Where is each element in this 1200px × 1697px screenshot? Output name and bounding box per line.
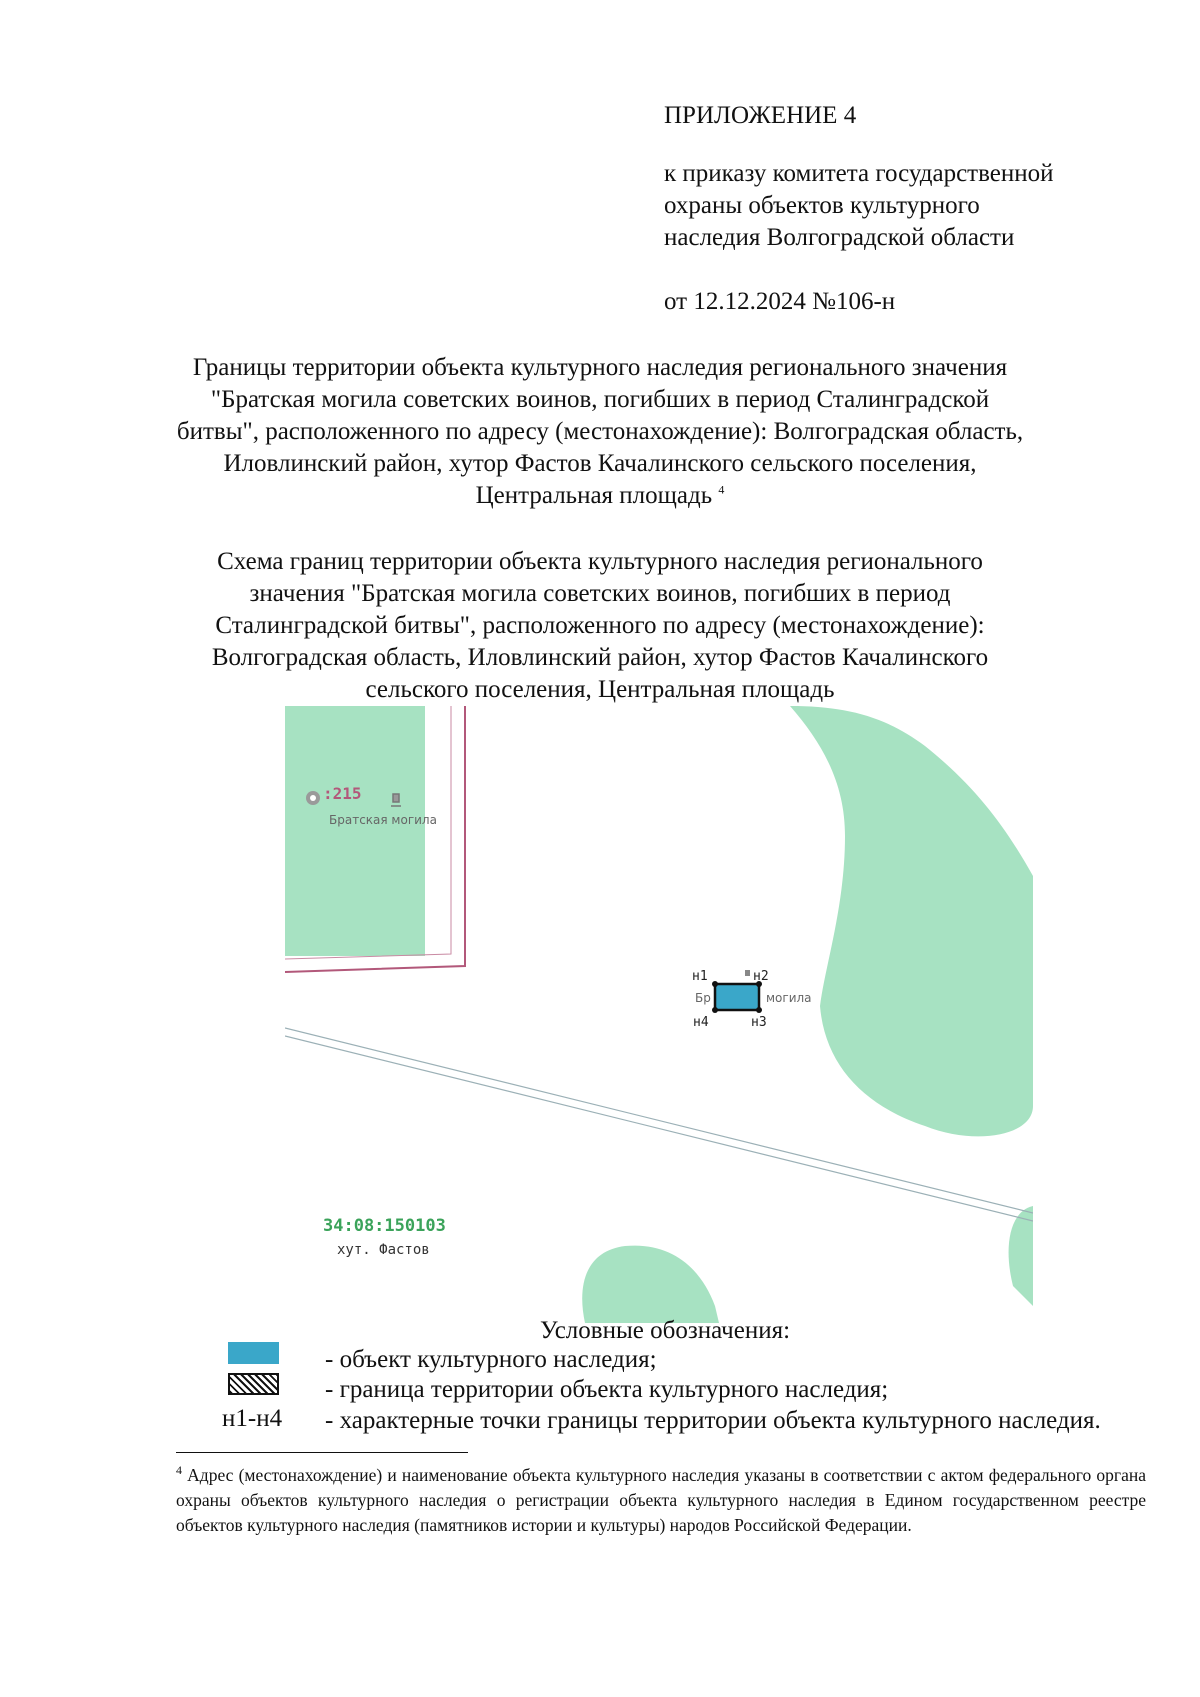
legend-swatch-object — [228, 1342, 279, 1364]
title-line: "Братская могила советских воинов, погибших в период Сталинградской — [210, 386, 990, 413]
order-date-number: от 12.12.2024 №106-н — [664, 288, 896, 315]
footnote-divider — [176, 1452, 468, 1453]
legend-title: Условные обозначения: — [540, 1317, 791, 1344]
boundary-map — [285, 706, 1033, 1323]
poi-label-object-right: могила — [766, 991, 812, 1005]
poi-label-object-left: Бр — [695, 991, 711, 1005]
scheme-caption — [160, 546, 1040, 706]
heritage-object — [715, 984, 759, 1010]
legend-item-points: - характерные точки границы территории объекта культурного наследия. — [325, 1407, 1101, 1434]
cadastral-quarter: 34:08:150103 — [323, 1216, 446, 1236]
label-n4: н4 — [693, 1015, 709, 1030]
label-n3: н3 — [751, 1015, 767, 1030]
boundary-point-n4 — [712, 1007, 718, 1013]
order-ref-line1: к приказу комитета государственной — [664, 160, 1054, 187]
title-line: Иловлинский район, хутор Фастов Качалинского сельского поселения, — [223, 450, 977, 477]
boundary-point-n3 — [756, 1007, 762, 1013]
label-n2: н2 — [753, 969, 769, 984]
order-ref-line3: наследия Волгоградской области — [664, 224, 1015, 251]
scheme-line: Схема границ территории объекта культурного наследия регионального — [217, 548, 983, 575]
appendix-label: ПРИЛОЖЕНИЕ 4 — [664, 102, 857, 129]
scheme-line: Волгоградская область, Иловлинский район, хутор Фастов Качалинского — [211, 644, 989, 671]
order-ref-line2: охраны объектов культурного — [664, 192, 980, 219]
settlement-label: хут. Фастов — [337, 1242, 430, 1258]
parcel-number: :215 — [323, 784, 362, 803]
scheme-line: сельского поселения, Центральная площадь — [365, 676, 835, 703]
legend-item-boundary: - граница территории объекта культурного наследия; — [325, 1376, 889, 1403]
legend-item-object: - объект культурного наследия; — [325, 1346, 657, 1373]
label-n1: н1 — [692, 969, 708, 984]
title-line: Границы территории объекта культурного наследия регионального значения — [192, 354, 1008, 381]
green-area-southeast — [1009, 1206, 1033, 1306]
footnote-mark: 4 — [176, 1463, 182, 1478]
title-line — [160, 480, 1040, 512]
scheme-line: значения "Братская могила советских воинов, погибших в период — [249, 580, 951, 607]
footnote — [176, 1463, 1146, 1538]
legend-swatch-boundary — [228, 1373, 279, 1395]
footnote-ref: 4 — [718, 482, 725, 497]
green-area-parcel — [285, 706, 425, 956]
green-area-south — [582, 1246, 719, 1323]
grave-icon-object — [745, 970, 750, 976]
green-area-east — [790, 706, 1033, 1136]
footnote-text: Адрес (местонахождение) и наименование объекта культурного наследия указаны в соответствии с актом федерального органа охраны объектов культурного наследия о регистрации объекта культурного наследия в Едином государственном реестре объектов культурного наследия (памятников истории и культуры) народов Российской Федерации. — [176, 1465, 1146, 1535]
document-title — [160, 352, 1040, 512]
legend-points-symbol: н1-н4 — [222, 1405, 283, 1432]
title-line: битвы", расположенного по адресу (местонахождение): Волгоградская область, — [176, 418, 1024, 445]
title-line-text: Центральная площадь — [475, 482, 713, 509]
poi-label-top: Братская могила — [329, 813, 437, 827]
scheme-line: Сталинградской битвы", расположенного по адресу (местонахождение): — [215, 612, 985, 639]
boundary-point-n1 — [712, 981, 718, 987]
